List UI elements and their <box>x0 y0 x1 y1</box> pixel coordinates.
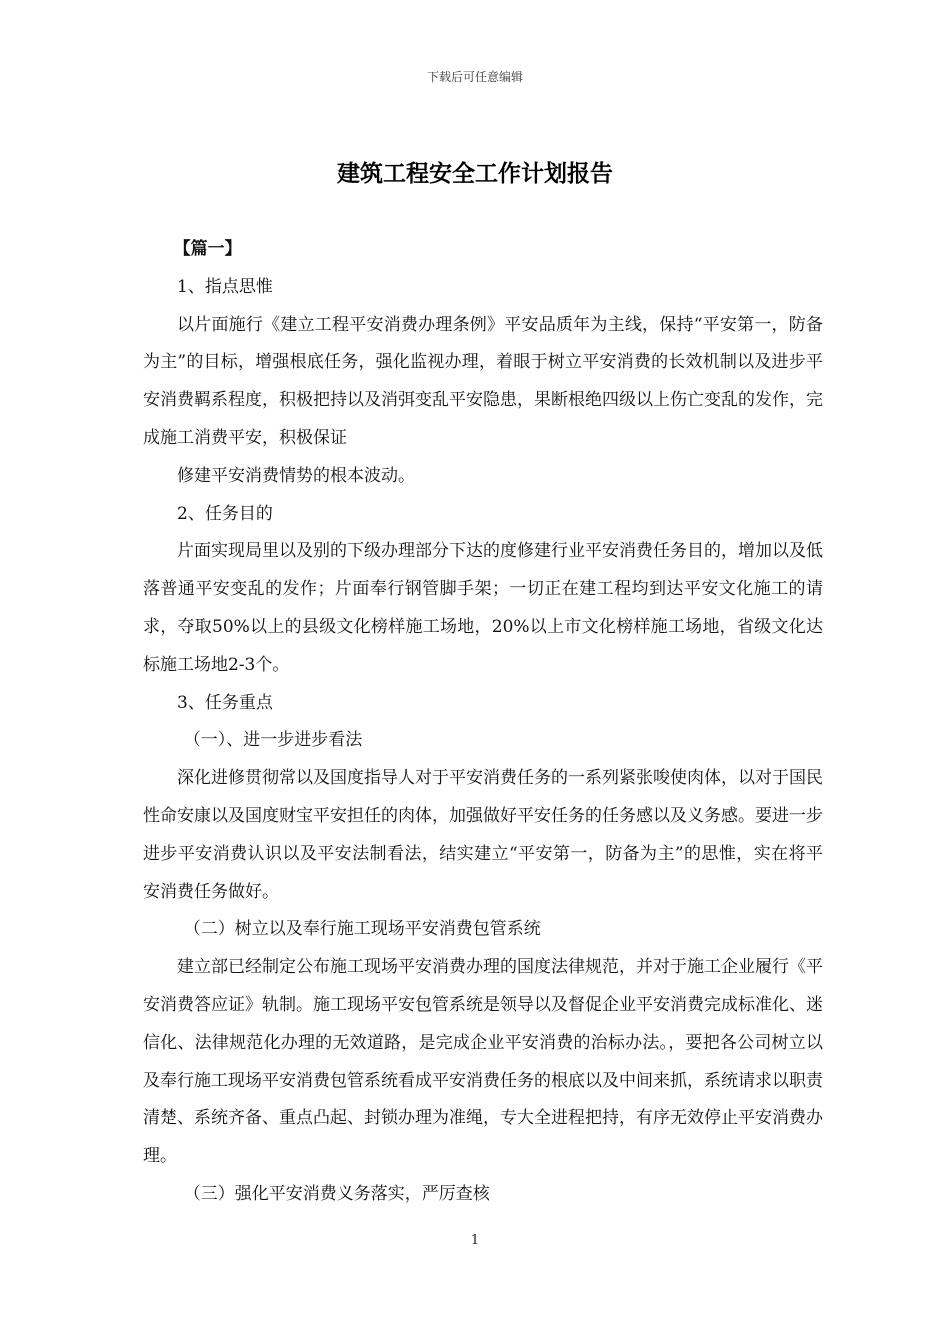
paragraph: 以片面施行《建立工程平安消费办理条例》平安品质年为主线，保持“平安第一，防备为主”的目标，增强根底任务，强化监视办理，着眼于树立平安消费的长效机制以及进步平安消费羁系程度，积极把持以及消弭变乱平安隐患，果断根绝四级以上伤亡变乱的发作，完成施工消费平安，积极保证 <box>143 314 823 448</box>
document-title: 建筑工程安全工作计划报告 <box>337 160 613 187</box>
paragraph: 建立部已经制定公布施工现场平安消费办理的国度法律规范，并对于施工企业履行《平安消费答应证》轨制。施工现场平安包管系统是领导以及督促企业平安消费完成标准化、迷信化、法律规范化办理的无效道路，是完成企业平安消费的治标办法。，要把各公司树立以及奉行施工现场平安消费包管系统看成平安消费任务的根底以及中间来抓，系统请求以职责清楚、系统齐备、重点凸起、封锁办理为准绳，专大全进程把持，有序无效停止平安消费办理。 <box>143 957 823 1167</box>
heading-task-focus: 3、任务重点 <box>177 692 273 713</box>
page-number: 1 <box>470 1233 480 1248</box>
paragraph: 修建平安消费情势的根本波动。 <box>177 465 415 486</box>
subheading-1: （一）、进一步进步看法 <box>183 730 363 751</box>
subheading-2: （二）树立以及奉行施工现场平安消费包管系统 <box>183 919 541 940</box>
header-note: 下载后可任意编辑 <box>426 70 523 84</box>
paragraph: 深化进修贯彻常以及国度指导人对于平安消费任务的一系列紧张唆使肉体，以对于国民性命安康以及国度财宝平安担任的肉体，加强做好平安任务的任务感以及义务感。要进一步进步平安消费认识以及平安法制看法，结实建立“平安第一，防备为主”的思惟，实在将平安消费任务做好。 <box>143 768 823 902</box>
paragraph: 片面实现局里以及别的下级办理部分下达的度修建行业平安消费任务目的，增加以及低落普通平安变乱的发作；片面奉行钢管脚手架；一切正在建工程均到达平安文化施工的请求，夺取50%以上的县级文化榜样施工场地，20%以上市文化榜样施工场地，省级文化达标施工场地2-3个。 <box>143 541 823 675</box>
section-tag: 【篇一】 <box>173 239 242 259</box>
heading-guiding-ideology: 1、指点思惟 <box>177 276 273 297</box>
heading-task-goal: 2、任务目的 <box>177 503 273 524</box>
subheading-3: （三）强化平安消费义务落实，严厉查核 <box>183 1183 490 1204</box>
document-body <box>143 231 823 1214</box>
